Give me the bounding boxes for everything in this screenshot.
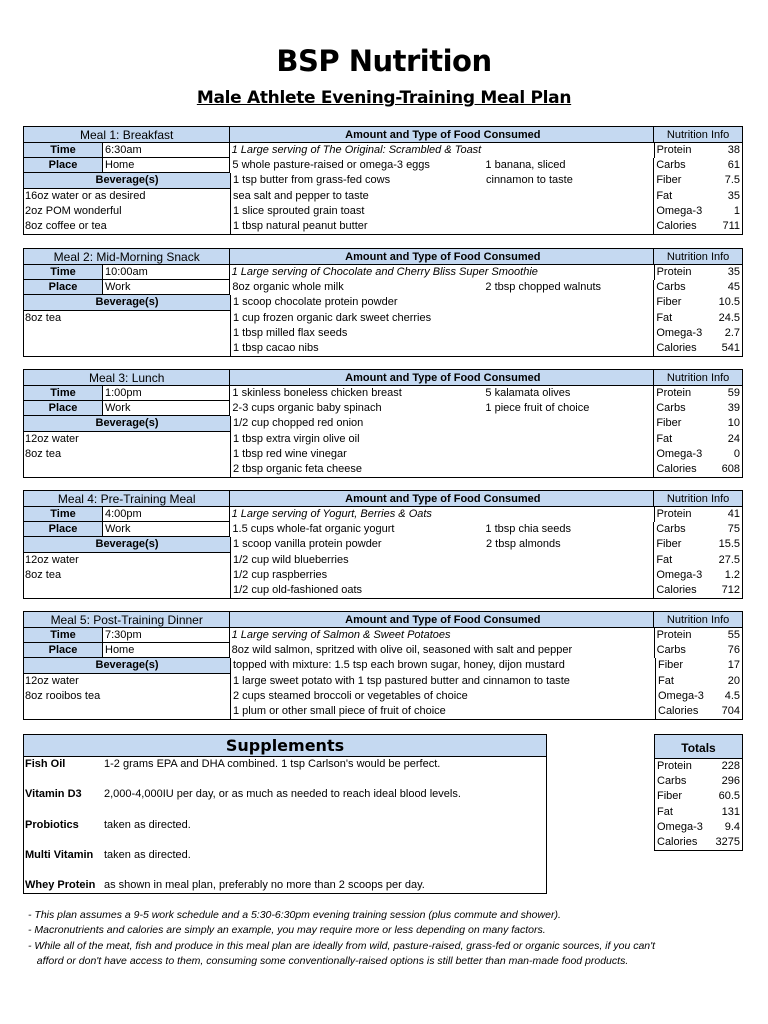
meal-row [24,173,742,188]
meal-row [24,462,742,477]
food-title: 1 Large serving of The Original: Scrambled & Toast [231,144,482,156]
nutrition-value: 704 [721,704,740,717]
page-subtitle: Male Athlete Evening-Training Meal Plan [196,88,572,108]
beverage-item [24,462,230,477]
meal-row [24,628,742,643]
meal-time: 4:00pm [103,507,229,522]
totals-value: 228 [721,760,740,772]
nutrition-label: Protein [656,144,692,156]
nutrition-label: Fat [656,432,673,445]
totals-value: 60.5 [718,790,740,803]
beverage-item: 8oz rooibos tea [25,689,101,702]
food-item: 1 tbsp natural peanut butter [233,219,368,232]
meal-table [23,248,743,357]
nutrition-label: Carbs [656,644,686,657]
time-label: Time [24,386,103,401]
meal-row [24,219,742,234]
beverage-item: 12oz water [25,553,79,566]
meal-row [24,189,742,204]
food-item: 1 tbsp cacao nibs [233,341,319,354]
supplement-name: Probiotics [25,819,79,831]
totals-value: 296 [721,775,740,788]
meal-name: Meal 5: Post-Training Dinner [24,612,230,627]
footnote: afford or don't have access to them, consuming some conventionally-raised options is still better than man-made food products. [28,954,629,967]
meal-header [24,491,742,507]
food-header: Amount and Type of Food Consumed [230,249,654,264]
nutrition-label: Omega-3 [656,204,703,217]
nutrition-value: 15.5 [718,538,740,551]
food-item [486,311,653,326]
meal-place: Work [103,522,229,537]
meal-row [24,447,742,462]
meal-name: Meal 2: Mid-Morning Snack [24,249,230,264]
nutrition-label: Fat [656,553,673,566]
place-label: Place [24,522,103,537]
supplement-row [24,879,425,891]
meal-header [24,370,742,386]
meal-row [24,280,742,295]
nutrition-value: 1.2 [724,568,740,581]
totals-label: Omega-3 [657,820,703,833]
supplements-box [23,734,547,894]
food-item: sea salt and pepper to taste [233,189,369,202]
totals-label: Protein [657,760,692,772]
supplement-text: taken as directed. [104,849,191,861]
meal-time: 1:00pm [103,386,229,401]
nutrition-label: Protein [656,629,692,641]
nutrition-label: Omega-3 [656,447,703,460]
meal-row [24,537,742,552]
food-item: 1 scoop chocolate protein powder [233,296,398,309]
meal-row [24,674,742,689]
meal-time: 7:30pm [103,628,229,643]
nutrition-value: 0 [733,447,740,460]
nutrition-value: 76 [727,644,740,657]
nutrition-value: 59 [727,387,740,399]
food-item [486,568,653,583]
totals-title: Totals [655,735,742,759]
totals-row [655,759,742,774]
nutrition-label: Calories [658,704,699,717]
food-item: 1 tbsp chia seeds [485,523,572,536]
food-item: 1 cup frozen organic dark sweet cherries [233,311,432,324]
totals-row [655,774,742,789]
place-label: Place [24,280,103,295]
food-item: 1 plum or other small piece of fruit of choice [233,704,446,717]
beverage-item: 8oz tea [25,447,62,460]
nutrition-value: 10 [727,417,740,430]
food-header: Amount and Type of Food Consumed [230,370,654,385]
food-item: 1 slice sprouted grain toast [233,204,365,217]
meal-row [24,401,742,416]
meal-row [24,583,742,598]
nutrition-label: Protein [656,266,692,278]
meal-row [24,522,742,537]
food-item: 1 scoop vanilla protein powder [233,538,382,551]
nutrition-value: 17 [727,659,740,672]
time-label: Time [24,143,103,158]
meal-place: Work [103,280,229,295]
beverage-item [24,341,230,356]
totals-label: Calories [657,835,698,848]
beverages-label: Beverage(s) [24,658,230,673]
nutrition-value: 711 [722,219,740,232]
beverage-item: 12oz water [25,674,79,687]
food-item: 1 tbsp extra virgin olive oil [233,432,360,445]
meal-row [24,326,742,341]
food-item [486,326,653,341]
nutrition-header: Nutrition Info [666,614,730,626]
food-item [486,583,653,598]
nutrition-label: Fiber [656,417,682,430]
meal-row [24,553,742,568]
food-item [486,189,653,204]
food-item: 1/2 cup chopped red onion [233,417,364,430]
food-item [486,416,653,431]
beverage-item: 16oz water or as desired [25,189,146,202]
totals-label: Fiber [657,790,683,803]
nutrition-value: 75 [727,523,740,536]
nutrition-label: Carbs [656,523,686,536]
nutrition-label: Fat [656,311,673,324]
nutrition-value: 20 [727,674,740,687]
meal-place: Work [103,401,229,416]
nutrition-label: Protein [656,508,692,520]
nutrition-label: Omega-3 [658,689,704,702]
food-title: 1 Large serving of Chocolate and Cherry Bliss Super Smoothie [231,266,538,278]
beverages-label: Beverage(s) [24,416,230,431]
nutrition-label: Calories [656,583,697,596]
nutrition-label: Fiber [656,174,682,187]
supplement-row [24,758,440,770]
nutrition-value: 35 [727,266,740,278]
time-label: Time [24,265,103,280]
meal-row [24,432,742,447]
place-label: Place [24,158,103,173]
food-item: 2 cups steamed broccoli or vegetables of choice [233,689,468,702]
supplement-row [24,849,191,861]
meal-header [24,249,742,265]
supplement-name: Whey Protein [25,879,96,891]
food-item: 1.5 cups whole-fat organic yogurt [232,523,395,536]
meal-table [23,490,743,599]
food-item: 1 piece fruit of choice [485,402,590,415]
nutrition-value: 4.5 [724,689,740,702]
nutrition-label: Fiber [658,659,684,672]
nutrition-value: 541 [721,341,740,354]
food-item: 1 tsp butter from grass-fed cows [233,174,391,187]
food-item: 1/2 cup wild blueberries [233,553,349,566]
food-item: 5 kalamata olives [485,387,571,399]
food-header: Amount and Type of Food Consumed [230,612,654,627]
food-item [486,204,653,219]
meal-place: Home [103,158,229,173]
footnotes [28,908,748,969]
nutrition-value: 24.5 [718,311,740,324]
food-item: 2 tbsp organic feta cheese [233,462,363,475]
meal-name: Meal 4: Pre-Training Meal [24,491,230,506]
totals-value: 9.4 [724,820,740,833]
food-item [486,432,653,447]
nutrition-label: Carbs [656,402,686,415]
meal-row [24,704,742,719]
beverage-item: 12oz water [25,432,79,445]
nutrition-label: Calories [656,341,697,354]
totals-box [654,734,743,851]
totals-row [655,805,742,820]
food-item [486,447,653,462]
nutrition-value: 55 [727,629,740,641]
nutrition-value: 2.7 [724,326,740,339]
beverage-item: 2oz POM wonderful [25,204,122,217]
beverage-item: 8oz coffee or tea [25,219,107,232]
food-header: Amount and Type of Food Consumed [230,127,654,142]
totals-row [655,789,742,804]
meal-table [23,369,743,478]
nutrition-value: 41 [727,508,740,520]
supplement-row [24,819,191,831]
footnote: - This plan assumes a 9-5 work schedule and a 5:30-6:30pm evening training session (plus commute and shower). [28,909,561,921]
food-item: 1/2 cup old-fashioned oats [233,583,363,596]
nutrition-value: 35 [727,189,740,202]
food-title: 1 Large serving of Yogurt, Berries & Oats [231,508,432,520]
meal-table [23,611,743,720]
food-item: 1 large sweet potato with 1 tsp pastured butter and cinnamon to taste [233,674,570,687]
meal-row [24,158,742,173]
nutrition-value: 712 [721,583,740,596]
food-item: 5 whole pasture-raised or omega-3 eggs [232,159,430,172]
supplement-text: taken as directed. [104,819,191,831]
beverage-item [24,583,230,598]
nutrition-label: Fat [656,189,673,202]
food-item [486,219,653,234]
meal-place: Home [103,643,229,658]
nutrition-value: 39 [727,402,740,415]
footnote: - Macronutrients and calories are simply an example, you may require more or less depending on many factors. [28,924,546,937]
food-item: 2 tbsp chopped walnuts [485,281,602,294]
food-item [486,341,653,356]
totals-value: 131 [721,805,740,818]
nutrition-label: Carbs [656,159,686,172]
meal-row [24,658,742,673]
food-item [486,295,653,310]
meal-row [24,341,742,356]
footnote: - While all of the meat, fish and produce in this meal plan are ideally from wild, pasture-raised, grass-fed or organic sources, if you can't [28,939,656,952]
supplement-name: Fish Oil [25,758,66,770]
nutrition-label: Omega-3 [656,326,703,339]
food-item [486,462,653,477]
meal-row [24,143,742,158]
nutrition-value: 38 [727,144,740,156]
place-label: Place [24,643,103,658]
page-title: BSP Nutrition [276,44,492,78]
food-item: 2 tbsp almonds [486,538,561,551]
supplements-title: Supplements [24,735,546,757]
meal-header [24,612,742,628]
supplement-name: Multi Vitamin [25,849,94,861]
nutrition-label: Fiber [656,538,682,551]
meal-header [24,127,742,143]
food-item: topped with mixture: 1.5 tsp each brown sugar, honey, dijon mustard [233,659,565,672]
meal-time: 6:30am [103,143,229,158]
beverage-item: 8oz tea [25,568,62,581]
nutrition-value: 61 [727,159,740,172]
meal-row [24,295,742,310]
nutrition-label: Omega-3 [656,568,703,581]
food-item: 1 banana, sliced [485,159,566,172]
nutrition-value: 1 [733,204,740,217]
supplement-name: Vitamin D3 [25,788,82,800]
food-title: 1 Large serving of Salmon & Sweet Potatoes [231,629,451,641]
food-item: 1 tbsp red wine vinegar [233,447,347,460]
meal-name: Meal 1: Breakfast [24,127,230,142]
nutrition-value: 27.5 [718,553,740,566]
meal-row [24,265,742,280]
supplement-text: as shown in meal plan, preferably no more than 2 scoops per day. [104,879,425,891]
food-item: 8oz wild salmon, spritzed with olive oil, seasoned with salt and pepper [231,644,573,657]
meal-table [23,126,743,235]
nutrition-label: Protein [656,387,692,399]
place-label: Place [24,401,103,416]
nutrition-value: 24 [727,432,740,445]
meal-name: Meal 3: Lunch [24,370,230,385]
totals-value: 3275 [715,835,740,848]
time-label: Time [24,628,103,643]
beverages-label: Beverage(s) [24,537,230,552]
nutrition-label: Calories [656,219,697,232]
supplement-row [24,788,461,800]
nutrition-value: 45 [727,281,740,294]
food-item: 1 tbsp milled flax seeds [233,326,348,339]
food-item [486,553,653,568]
meal-row [24,386,742,401]
totals-label: Fat [657,805,673,818]
beverages-label: Beverage(s) [24,173,230,188]
beverage-item [24,326,230,341]
totals-row [655,820,742,835]
meal-row [24,643,742,658]
supplement-text: 1-2 grams EPA and DHA combined. 1 tsp Carlson's would be perfect. [104,758,441,770]
nutrition-header: Nutrition Info [666,129,730,141]
meal-row [24,204,742,219]
food-header: Amount and Type of Food Consumed [230,491,654,506]
nutrition-value: 7.5 [724,174,740,187]
nutrition-label: Fiber [656,296,682,309]
totals-row [655,835,742,850]
beverage-item: 8oz tea [25,311,62,324]
food-item: 8oz organic whole milk [232,281,344,294]
meal-row [24,689,742,704]
food-item: 2-3 cups organic baby spinach [232,402,382,415]
nutrition-value: 608 [721,462,740,475]
nutrition-header: Nutrition Info [666,251,730,263]
meal-time: 10:00am [103,265,229,280]
nutrition-header: Nutrition Info [666,372,730,384]
beverage-item [24,704,230,719]
meal-row [24,507,742,522]
nutrition-label: Fat [658,674,674,687]
time-label: Time [24,507,103,522]
totals-label: Carbs [657,775,687,788]
nutrition-label: Carbs [656,281,686,294]
nutrition-label: Calories [656,462,697,475]
food-item: 1 skinless boneless chicken breast [232,387,402,399]
nutrition-value: 10.5 [718,296,740,309]
meal-row [24,416,742,431]
nutrition-header: Nutrition Info [666,493,730,505]
meal-row [24,568,742,583]
food-item: cinnamon to taste [486,174,573,187]
food-item: 1/2 cup raspberries [233,568,328,581]
supplement-text: 2,000-4,000IU per day, or as much as needed to reach ideal blood levels. [104,788,461,800]
meal-row [24,311,742,326]
beverages-label: Beverage(s) [24,295,230,310]
